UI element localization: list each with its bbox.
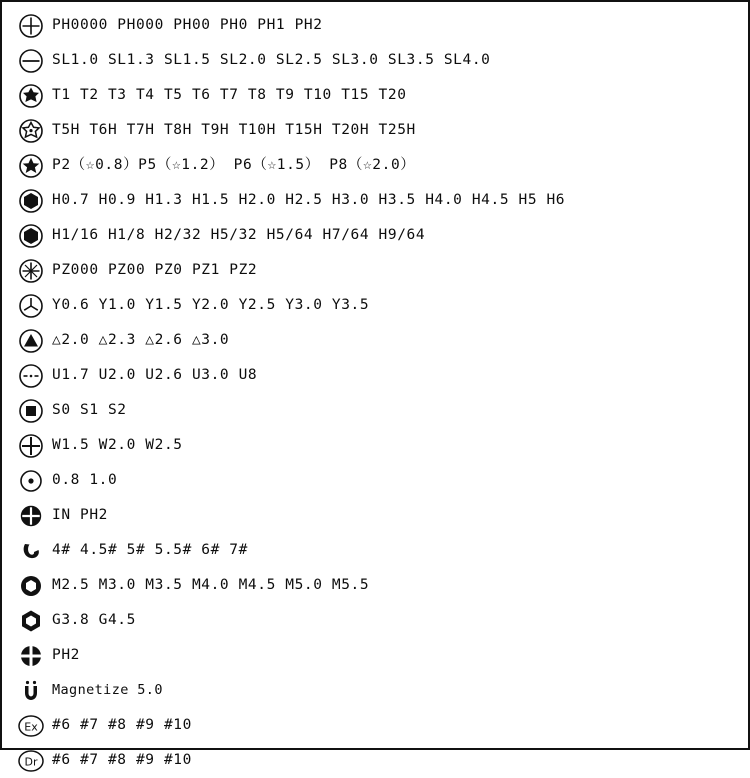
table-row: [2, 218, 748, 253]
table-row: [2, 183, 748, 218]
extension-ex-icon: [14, 711, 48, 741]
solid-cross-ball-icon: [14, 501, 48, 531]
table-row: [2, 638, 748, 673]
bit-row-label: #6 #7 #8 #9 #10: [52, 717, 192, 734]
table-row: [2, 393, 748, 428]
table-row: [2, 253, 748, 288]
table-row: [2, 323, 748, 358]
triangle-circle-icon: [14, 326, 48, 356]
table-row: [2, 463, 748, 498]
bit-row-label: M2.5 M3.0 M3.5 M4.0 M4.5 M5.0 M5.5: [52, 577, 370, 594]
pozidriv-circle-icon: [14, 256, 48, 286]
bit-row-list: [2, 8, 748, 778]
bit-row-label: PH0000 PH000 PH00 PH0 PH1 PH2: [52, 17, 323, 34]
bit-row-label: U1.7 U2.0 U2.6 U3.0 U8: [52, 367, 258, 384]
bit-row-label: S0 S1 S2: [52, 402, 127, 419]
phillips-cross-circle-icon: [14, 11, 48, 41]
bit-row-label: IN PH2: [52, 507, 108, 524]
socket-hex-ring-icon: [14, 606, 48, 636]
square-circle-icon: [14, 396, 48, 426]
bit-row-label: T5H T6H T7H T8H T9H T10H T15H T20H T25H: [52, 122, 416, 139]
bit-row-label: #6 #7 #8 #9 #10: [52, 752, 192, 769]
table-row: [2, 568, 748, 603]
magnetizer-u-icon: [14, 676, 48, 706]
u-shape-circle-icon: [14, 361, 48, 391]
bit-row-label: G3.8 G4.5: [52, 612, 136, 629]
hex-filled-circle-icon: [14, 186, 48, 216]
table-row: [2, 533, 748, 568]
svg-text:Dr: Dr: [24, 755, 38, 768]
table-row: [2, 113, 748, 148]
table-row: [2, 498, 748, 533]
bit-row-label: 0.8 1.0: [52, 472, 118, 489]
bit-row-label: W1.5 W2.0 W2.5: [52, 437, 183, 454]
bit-row-label: SL1.0 SL1.3 SL1.5 SL2.0 SL2.5 SL3.0 SL3.5 SL4.0: [52, 52, 491, 69]
bit-row-label: PZ000 PZ00 PZ0 PZ1 PZ2: [52, 262, 258, 279]
table-row: [2, 43, 748, 78]
table-row: [2, 428, 748, 463]
slotted-flat-circle-icon: [14, 46, 48, 76]
table-row: [2, 358, 748, 393]
bit-row-label: Magnetize 5.0: [52, 681, 163, 698]
solid-cross-icon: [14, 641, 48, 671]
dot-circle-icon: [14, 466, 48, 496]
bit-row-label: Y0.6 Y1.0 Y1.5 Y2.0 Y2.5 Y3.0 Y3.5: [52, 297, 370, 314]
bit-row-label: 4# 4.5# 5# 5.5# 6# 7#: [52, 542, 248, 559]
table-row: [2, 148, 748, 183]
tri-wing-circle-icon: [14, 291, 48, 321]
table-row: [2, 673, 748, 708]
cross-wide-circle-icon: [14, 431, 48, 461]
torx-star-circle-icon: [14, 81, 48, 111]
table-row: [2, 78, 748, 113]
bit-row-label: T1 T2 T3 T4 T5 T6 T7 T8 T9 T10 T15 T20: [52, 87, 407, 104]
socket-ring-icon: [14, 571, 48, 601]
table-row: [2, 288, 748, 323]
hook-spanner-icon: [14, 536, 48, 566]
bit-row-label: H1/16 H1/8 H2/32 H5/32 H5/64 H7/64 H9/64: [52, 227, 426, 244]
table-row: [2, 743, 748, 778]
torx-security-star-circle-icon: [14, 116, 48, 146]
hex-imperial-filled-circle-icon: [14, 221, 48, 251]
svg-text:Ex: Ex: [24, 720, 38, 733]
table-row: [2, 8, 748, 43]
bit-row-label: P2（☆0.8）P5（☆1.2） P6（☆1.5） P8（☆2.0）: [52, 157, 416, 174]
table-row: [2, 708, 748, 743]
table-row: [2, 603, 748, 638]
pentalobe-star-circle-icon: [14, 151, 48, 181]
bit-row-label: H0.7 H0.9 H1.3 H1.5 H2.0 H2.5 H3.0 H3.5 H4.0 H4.5 H5 H6: [52, 192, 566, 209]
bit-row-label: △2.0 △2.3 △2.6 △3.0: [52, 332, 230, 349]
driver-dr-icon: [14, 746, 48, 776]
bit-row-label: PH2: [52, 647, 80, 664]
